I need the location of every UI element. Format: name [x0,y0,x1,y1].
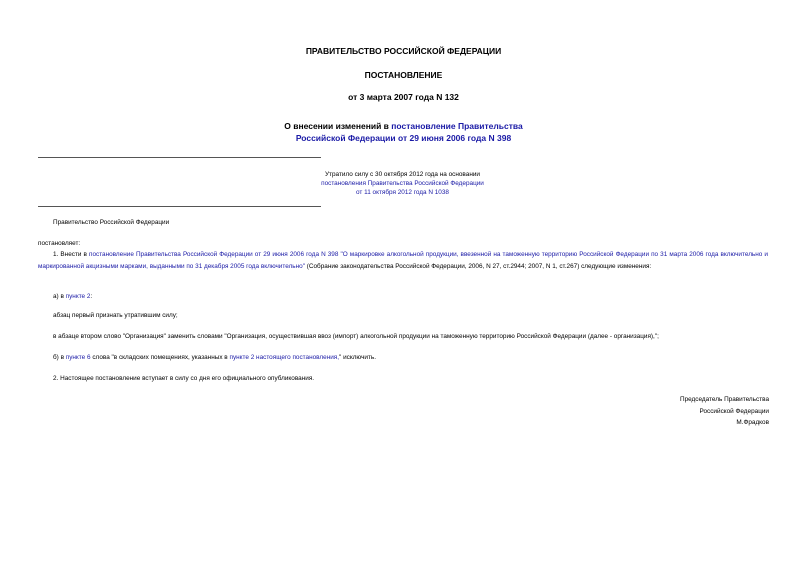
subpoint-b-mid: слова "в складских помещениях, указанных в [90,354,230,361]
subpoint-b-link-2[interactable]: пункте 2 настоящего постановления, [229,354,340,361]
subpoint-a [53,291,92,303]
government-rf-text: Правительство Российской Федерации [53,219,170,226]
document-type-heading: ПОСТАНОВЛЕНИЕ [364,70,443,80]
paragraph-abzac-2: в абзаце втором слово "Организация" заменить словами "Организация, осуществившая ввоз (импорт) алкогольной продукции на таможенную территорию Российской Федерации (далее - организация),"; [53,333,659,340]
repeal-note-link-line2[interactable]: от 11 октября 2012 года N 1038 [356,189,449,196]
subpoint-a-link[interactable]: пункте 2 [65,293,91,300]
repeal-note-text: Утратило силу с 30 октября 2012 года на основании [325,171,480,178]
document-subject [0,120,807,144]
subject-prefix: О внесении изменений в [284,121,392,131]
signature-title: Председатель Правительства [680,396,769,403]
subpoint-b-suffix: " исключить. [339,354,377,361]
decrees-text: постановляет: [38,240,81,247]
paragraph-abzac-1: абзац первый признать утратившим силу; [53,312,178,319]
government-heading: ПРАВИТЕЛЬСТВО РОССИЙСКОЙ ФЕДЕРАЦИИ [305,46,502,56]
divider-top [38,157,321,158]
repeal-note-link-line1[interactable]: постановления Правительства Российской Федерации [321,180,484,187]
signature-block [560,394,769,429]
subpoint-b [53,352,376,364]
paragraph-2: 2. Настоящее постановление вступает в силу со дня его официального опубликования. [53,375,315,382]
document-date-number: от 3 марта 2007 года N 132 [348,92,459,102]
divider-bottom [38,206,321,207]
subject-link-line2[interactable]: Российской Федерации от 29 июня 2006 года N 398 [295,133,512,143]
signature-organization: Российской Федерации [699,407,769,415]
subpoint-a-prefix: а) в [53,293,66,300]
signature-name: М.Фрадков [736,419,769,426]
subject-link-line1[interactable]: постановление Правительства [391,121,523,131]
paragraph-1-start: 1. Внести в [53,251,89,258]
subpoint-b-prefix: б) в [53,354,66,361]
paragraph-1-end: (Собрание законодательства Российской Федерации, 2006, N 27, ст.2944; 2007, N 1, ст.267) следующие изменения: [304,262,652,270]
paragraph-1 [38,249,768,272]
repeal-note [250,170,555,197]
paragraph-1-link[interactable]: постановление Правительства Российской Федерации от 29 июня 2006 года N 398 "О маркировке алкогольной продукции, ввезенной на таможенную территорию Российской Федерации по 31 марта 2006 года включительно и маркированной акцизными марками, выданными по 31 декабря 2005 года включительно" [38,251,768,270]
subpoint-a-suffix: : [90,293,93,300]
subpoint-b-link-1[interactable]: пункте 6 [65,354,91,361]
